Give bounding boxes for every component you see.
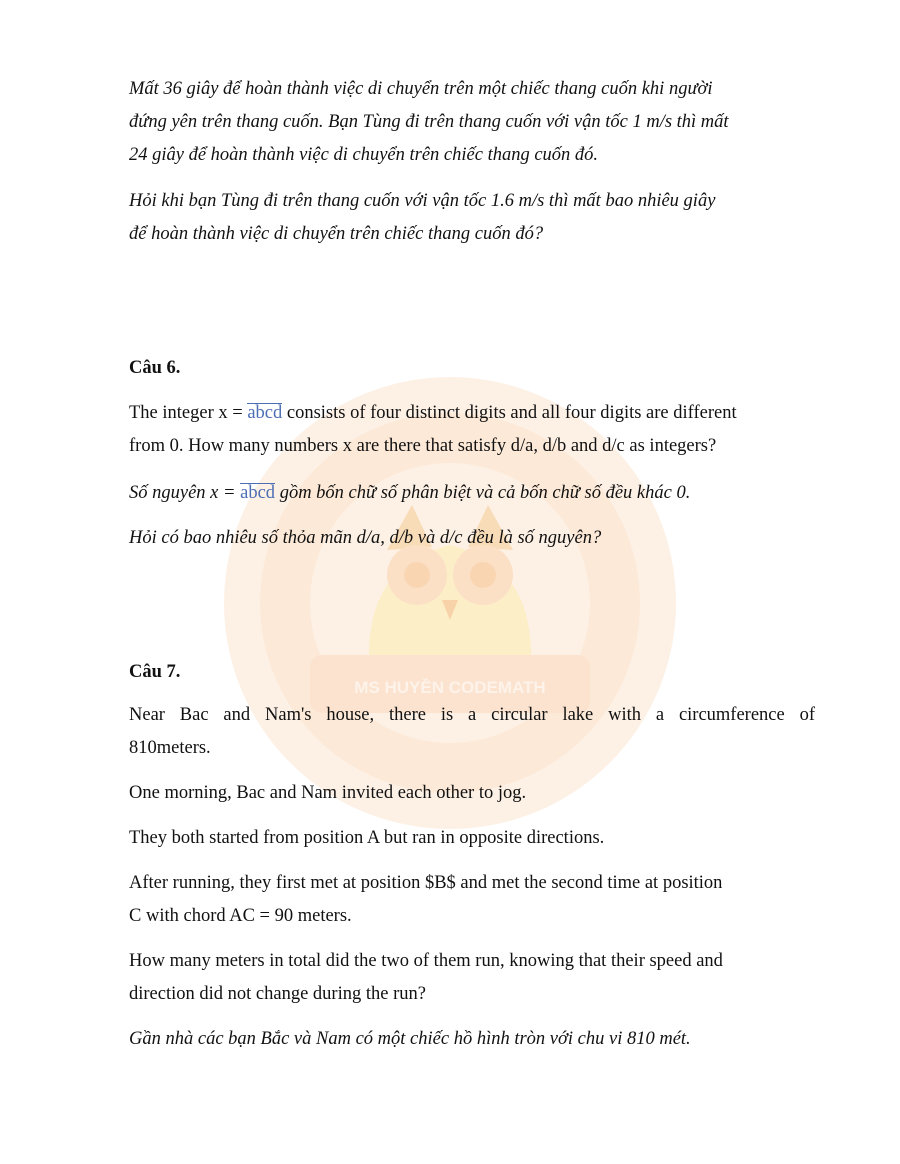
text-span: consists of four distinct digits and all four digits are different [282, 403, 737, 423]
question-7-heading: Câu 7. [129, 662, 181, 682]
text-line: 24 giây để hoàn thành việc di chuyển trên chiếc thang cuốn đó. [129, 145, 599, 165]
text-line: Hỏi có bao nhiêu số thỏa mãn d/a, d/b và d/c đều là số nguyên? [129, 528, 602, 548]
text-line: để hoàn thành việc di chuyển trên chiếc thang cuốn đó? [129, 224, 544, 244]
text-line: After running, they first met at position $B$ and met the second time at position [129, 873, 723, 893]
text-line: đứng yên trên thang cuốn. Bạn Tùng đi trên thang cuốn với vận tốc 1 m/s thì mất [129, 112, 729, 132]
escalator-question [129, 185, 815, 251]
text-line: How many meters in total did the two of them run, knowing that their speed and [129, 951, 723, 971]
text-line: They both started from position A but ran in opposite directions. [129, 828, 605, 848]
text-line: Near Bac and Nam's house, there is a circular lake with a circumference of [129, 705, 815, 725]
text-span: The integer x = [129, 403, 248, 423]
text-line [129, 477, 815, 510]
text-span: gồm bốn chữ số phân biệt và cả bốn chữ số đều khác 0. [275, 483, 691, 503]
watermark-text: MS HUYỀN CODEMATH [354, 678, 546, 697]
text-line: direction did not change during the run? [129, 984, 426, 1004]
text-line: C with chord AC = 90 meters. [129, 906, 352, 926]
question-7-body [129, 699, 815, 1056]
text-line [129, 397, 815, 430]
escalator-paragraph [129, 73, 815, 172]
overline-number: abcd [247, 403, 283, 423]
text-line: One morning, Bac and Nam invited each other to jog. [129, 783, 527, 803]
overline-number: abcd [240, 483, 276, 503]
text-line: Gần nhà các bạn Bắc và Nam có một chiếc hồ hình tròn với chu vi 810 mét. [129, 1029, 691, 1049]
text-line: Mất 36 giây để hoàn thành việc di chuyển trên một chiếc thang cuốn khi người [129, 79, 713, 99]
text-span: Số nguyên x = [129, 483, 241, 503]
question-6-vietnamese [129, 477, 815, 555]
text-line: from 0. How many numbers x are there that satisfy d/a, d/b and d/c as integers? [129, 436, 717, 456]
text-line: Hỏi khi bạn Tùng đi trên thang cuốn với vận tốc 1.6 m/s thì mất bao nhiêu giây [129, 191, 716, 211]
question-6-heading: Câu 6. [129, 358, 181, 378]
question-6-english [129, 397, 815, 463]
text-line: 810meters. [129, 738, 211, 758]
